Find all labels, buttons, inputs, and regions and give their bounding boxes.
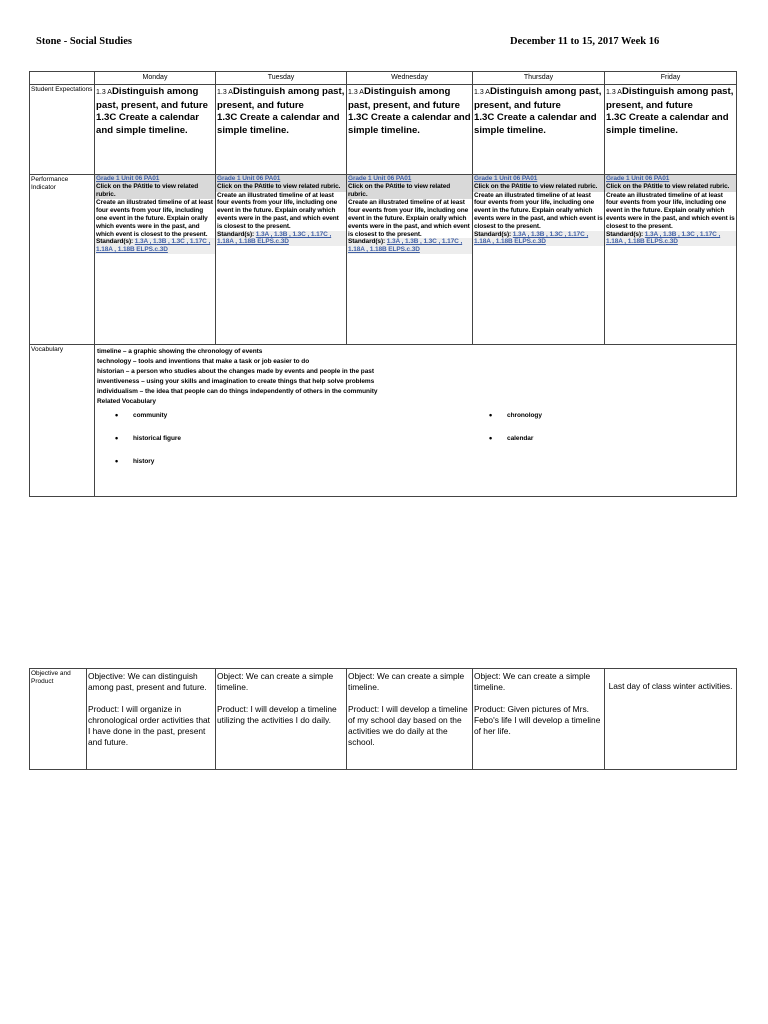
related-term: • community xyxy=(115,411,181,434)
day-wednesday: Wednesday xyxy=(347,72,473,85)
vocab-definition: individualism – the idea that people can do things independently of others in the community xyxy=(97,388,378,395)
pi-cell: Grade 1 Unit 06 PA01 Click on the PAtitle to view related rubric. Create an illustrated timeline of at least four events from your life, including one event in the future. Explain orally which events were in the past, and which event is closest to the present. Standard(s): 1.3A , 1.3B , 1.3C , 1.17C , 1.18A , 1.18B ELPS.c.3D xyxy=(605,175,737,345)
vocab-definition: historian – a person who studies about the changes made by events and people in the past xyxy=(97,368,374,375)
objective-monday: Objective: We can distinguish among past, present and future. Product: I will organize in chronological order activities that I have done in the past, present and future. xyxy=(87,669,216,770)
row-label-objective: Objective and Product xyxy=(30,669,87,770)
related-term: • historical figure xyxy=(115,434,181,457)
related-term: • chronology xyxy=(489,411,542,434)
related-term: • history xyxy=(115,457,181,480)
pa-title-link[interactable]: Grade 1 Unit 06 PA01 xyxy=(348,175,412,182)
se-cell: 1.3 ADistinguish among past, present, and future 1.3C Create a calendar and simple timeline. xyxy=(473,85,605,175)
student-expectations-row xyxy=(30,85,737,175)
document-title: Stone - Social Studies xyxy=(36,36,132,47)
pa-title-link[interactable]: Grade 1 Unit 06 PA01 xyxy=(606,175,670,182)
pi-cell: Grade 1 Unit 06 PA01 Click on the PAtitle to view related rubric. Create an illustrated timeline of at least four events from your life, including one event in the future. Explain orally which events were in the past, and which event is closest to the present. Standard(s): 1.3A , 1.3B , 1.3C , 1.17C , 1.18A , 1.18B ELPS.c.3D xyxy=(95,175,216,345)
vocab-definition: technology – tools and inventions that make a task or job easier to do xyxy=(97,358,310,365)
objective-thursday: Object: We can create a simple timeline. Product: Given pictures of Mrs. Febo's life I will develop a timeline of her life. xyxy=(473,669,605,770)
related-vocabulary-title: Related Vocabulary xyxy=(97,398,156,405)
corner-cell xyxy=(30,72,95,85)
se-cell: 1.3 ADistinguish among past, present, and future 1.3C Create a calendar and simple timeline. xyxy=(95,85,216,175)
objective-wednesday: Object: We can create a simple timeline. Product: I will develop a timeline of my school day based on the activities we do daily at the school. xyxy=(347,669,473,770)
objective-friday: Last day of class winter activities. xyxy=(605,669,737,770)
row-label-performance-indicator: Performance Indicator xyxy=(30,175,95,345)
se-cell: 1.3 ADistinguish among past, present, and future 1.3C Create a calendar and simple timeline. xyxy=(347,85,473,175)
standards-links[interactable]: 1.3A , 1.3B , 1.3C , 1.17C , 1.18A , 1.18B ELPS.c.3D xyxy=(217,230,332,246)
pi-cell: Grade 1 Unit 06 PA01 Click on the PAtitle to view related rubric. Create an illustrated timeline of at least four events from your life, including one event in the future. Explain orally which events were in the past, and which event is closest to the present. Standard(s): 1.3A , 1.3B , 1.3C , 1.17C , 1.18A , 1.18B ELPS.c.3D xyxy=(347,175,473,345)
day-tuesday: Tuesday xyxy=(216,72,347,85)
pi-cell: Grade 1 Unit 06 PA01 Click on the PAtitle to view related rubric. Create an illustrated timeline of at least four events from your life, including one event in the future. Explain orally which events were in the past, and which event is closest to the present. Standard(s): 1.3A , 1.3B , 1.3C , 1.17C , 1.18A , 1.18B ELPS.c.3D xyxy=(473,175,605,345)
day-header-row xyxy=(30,72,737,85)
standards-links[interactable]: 1.3A , 1.3B , 1.3C , 1.17C , 1.18A , 1.18B ELPS.c.3D xyxy=(348,238,463,254)
standards-links[interactable]: 1.3A , 1.3B , 1.3C , 1.17C , 1.18A , 1.18B ELPS.c.3D xyxy=(474,230,589,246)
vocab-definition: inventiveness – using your skills and imagination to create things that help solve problems xyxy=(97,378,375,385)
day-monday: Monday xyxy=(95,72,216,85)
se-cell: 1.3 ADistinguish among past, present, and future 1.3C Create a calendar and simple timeline. xyxy=(216,85,347,175)
related-vocabulary-list xyxy=(97,411,734,491)
lesson-plan-table xyxy=(29,71,737,497)
document-date: December 11 to 15, 2017 Week 16 xyxy=(510,36,660,47)
objective-row xyxy=(30,669,737,770)
pa-title-link[interactable]: Grade 1 Unit 06 PA01 xyxy=(96,175,160,182)
row-label-student-expectations: Student Expectations xyxy=(30,85,95,175)
vocabulary-row xyxy=(30,345,737,497)
objective-tuesday: Object: We can create a simple timeline. Product: I will develop a timeline utilizing the activities I do daily. xyxy=(216,669,347,770)
vocab-definition: timeline – a graphic showing the chronology of events xyxy=(97,348,263,355)
se-cell: 1.3 ADistinguish among past, present, and future 1.3C Create a calendar and simple timeline. xyxy=(605,85,737,175)
row-label-vocabulary: Vocabulary xyxy=(30,345,95,497)
day-friday: Friday xyxy=(605,72,737,85)
performance-indicator-row xyxy=(30,175,737,345)
pa-title-link[interactable]: Grade 1 Unit 06 PA01 xyxy=(474,175,538,182)
standards-links[interactable]: 1.3A , 1.3B , 1.3C , 1.17C , 1.18A , 1.18B ELPS.c.3D xyxy=(606,230,721,246)
vocabulary-cell xyxy=(95,345,737,497)
objective-table xyxy=(29,668,737,770)
related-term: • calendar xyxy=(489,434,542,457)
pi-cell: Grade 1 Unit 06 PA01 Click on the PAtitle to view related rubric. Create an illustrated timeline of at least four events from your life, including one event in the future. Explain orally which events were in the past, and which event is closest to the present. Standard(s): 1.3A , 1.3B , 1.3C , 1.17C , 1.18A , 1.18B ELPS.c.3D xyxy=(216,175,347,345)
pa-title-link[interactable]: Grade 1 Unit 06 PA01 xyxy=(217,175,281,182)
standards-links[interactable]: 1.3A , 1.3B , 1.3C , 1.17C , 1.18A , 1.18B ELPS.c.3D xyxy=(96,238,211,254)
day-thursday: Thursday xyxy=(473,72,605,85)
